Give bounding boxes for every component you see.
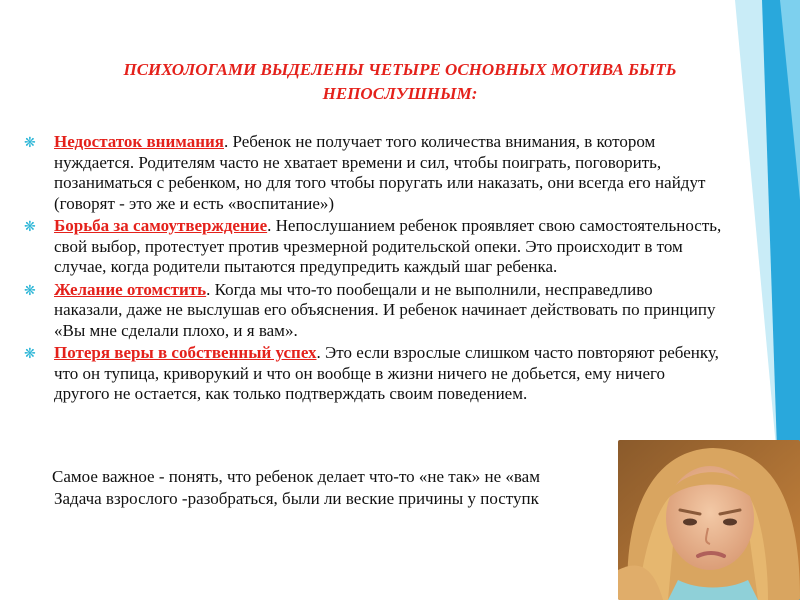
- motive-term: Желание отомстить: [54, 279, 207, 299]
- motive-item: [24, 280, 724, 342]
- snowflake-bullet-icon: ❋: [24, 282, 36, 299]
- slide-title-line2: НЕПОСЛУШНЫМ:: [322, 84, 478, 103]
- conclusion-line2: Задача взрослого -разобраться, были ли веские причины у поступк: [54, 489, 539, 508]
- snowflake-bullet-icon: ❋: [24, 135, 36, 151]
- slide-title-line1: ПСИХОЛОГАМИ ВЫДЕЛЕНЫ ЧЕТЫРЕ ОСНОВНЫХ МОТИВА БЫТЬ: [123, 60, 677, 79]
- motive-item: [24, 216, 724, 278]
- slide-title: [60, 58, 740, 106]
- child-photo-illustration: [618, 440, 800, 600]
- motive-term: Борьба за самоутверждение: [54, 216, 268, 235]
- conclusion-line1: Самое важное - понять, что ребенок делает что-то «не так» не «вам: [52, 467, 540, 486]
- motive-term: Недостаток внимания: [54, 132, 224, 151]
- motive-item: [24, 343, 724, 405]
- motive-text: . Это если взрослые слишком часто повторяют ребенку, что он тупица, криворукий и что он вообще в жизни ничего не добьется, ему ничего другого не остается, как только подтверждать своим поведением.: [54, 343, 719, 403]
- motive-text: . Ребенок не получает того количества внимания, в котором нуждается. Родителям часто не хватает времени и сил, чтобы поиграть, поговорить, позаниматься с ребенком, но для того чтобы поругать или наказать, они всегда его найдут (говорят - это же и есть «воспитание»): [54, 132, 706, 213]
- snowflake-bullet-icon: ❋: [24, 346, 36, 362]
- left-eye: [683, 519, 697, 526]
- motives-list: [24, 132, 724, 407]
- right-eye: [723, 519, 737, 526]
- motive-term: Потеря веры в собственный успех: [54, 343, 317, 362]
- snowflake-bullet-icon: ❋: [24, 219, 36, 235]
- motive-text: . Когда мы что-то пообещали и не выполнили, несправедливо наказали, даже не выслушав его объяснения. И ребенок начинает действовать по принципу «Вы мне сделали плохо, и я вам».: [54, 279, 716, 340]
- child-photo: [618, 440, 800, 600]
- motive-item: [24, 132, 724, 214]
- motive-text: . Непослушанием ребенок проявляет свою самостоятельность, свой выбор, протестует против чрезмерной родительской опеки. Это происходит в том случае, когда родители пытаются предупредить каждый шаг ребенка.: [54, 216, 722, 276]
